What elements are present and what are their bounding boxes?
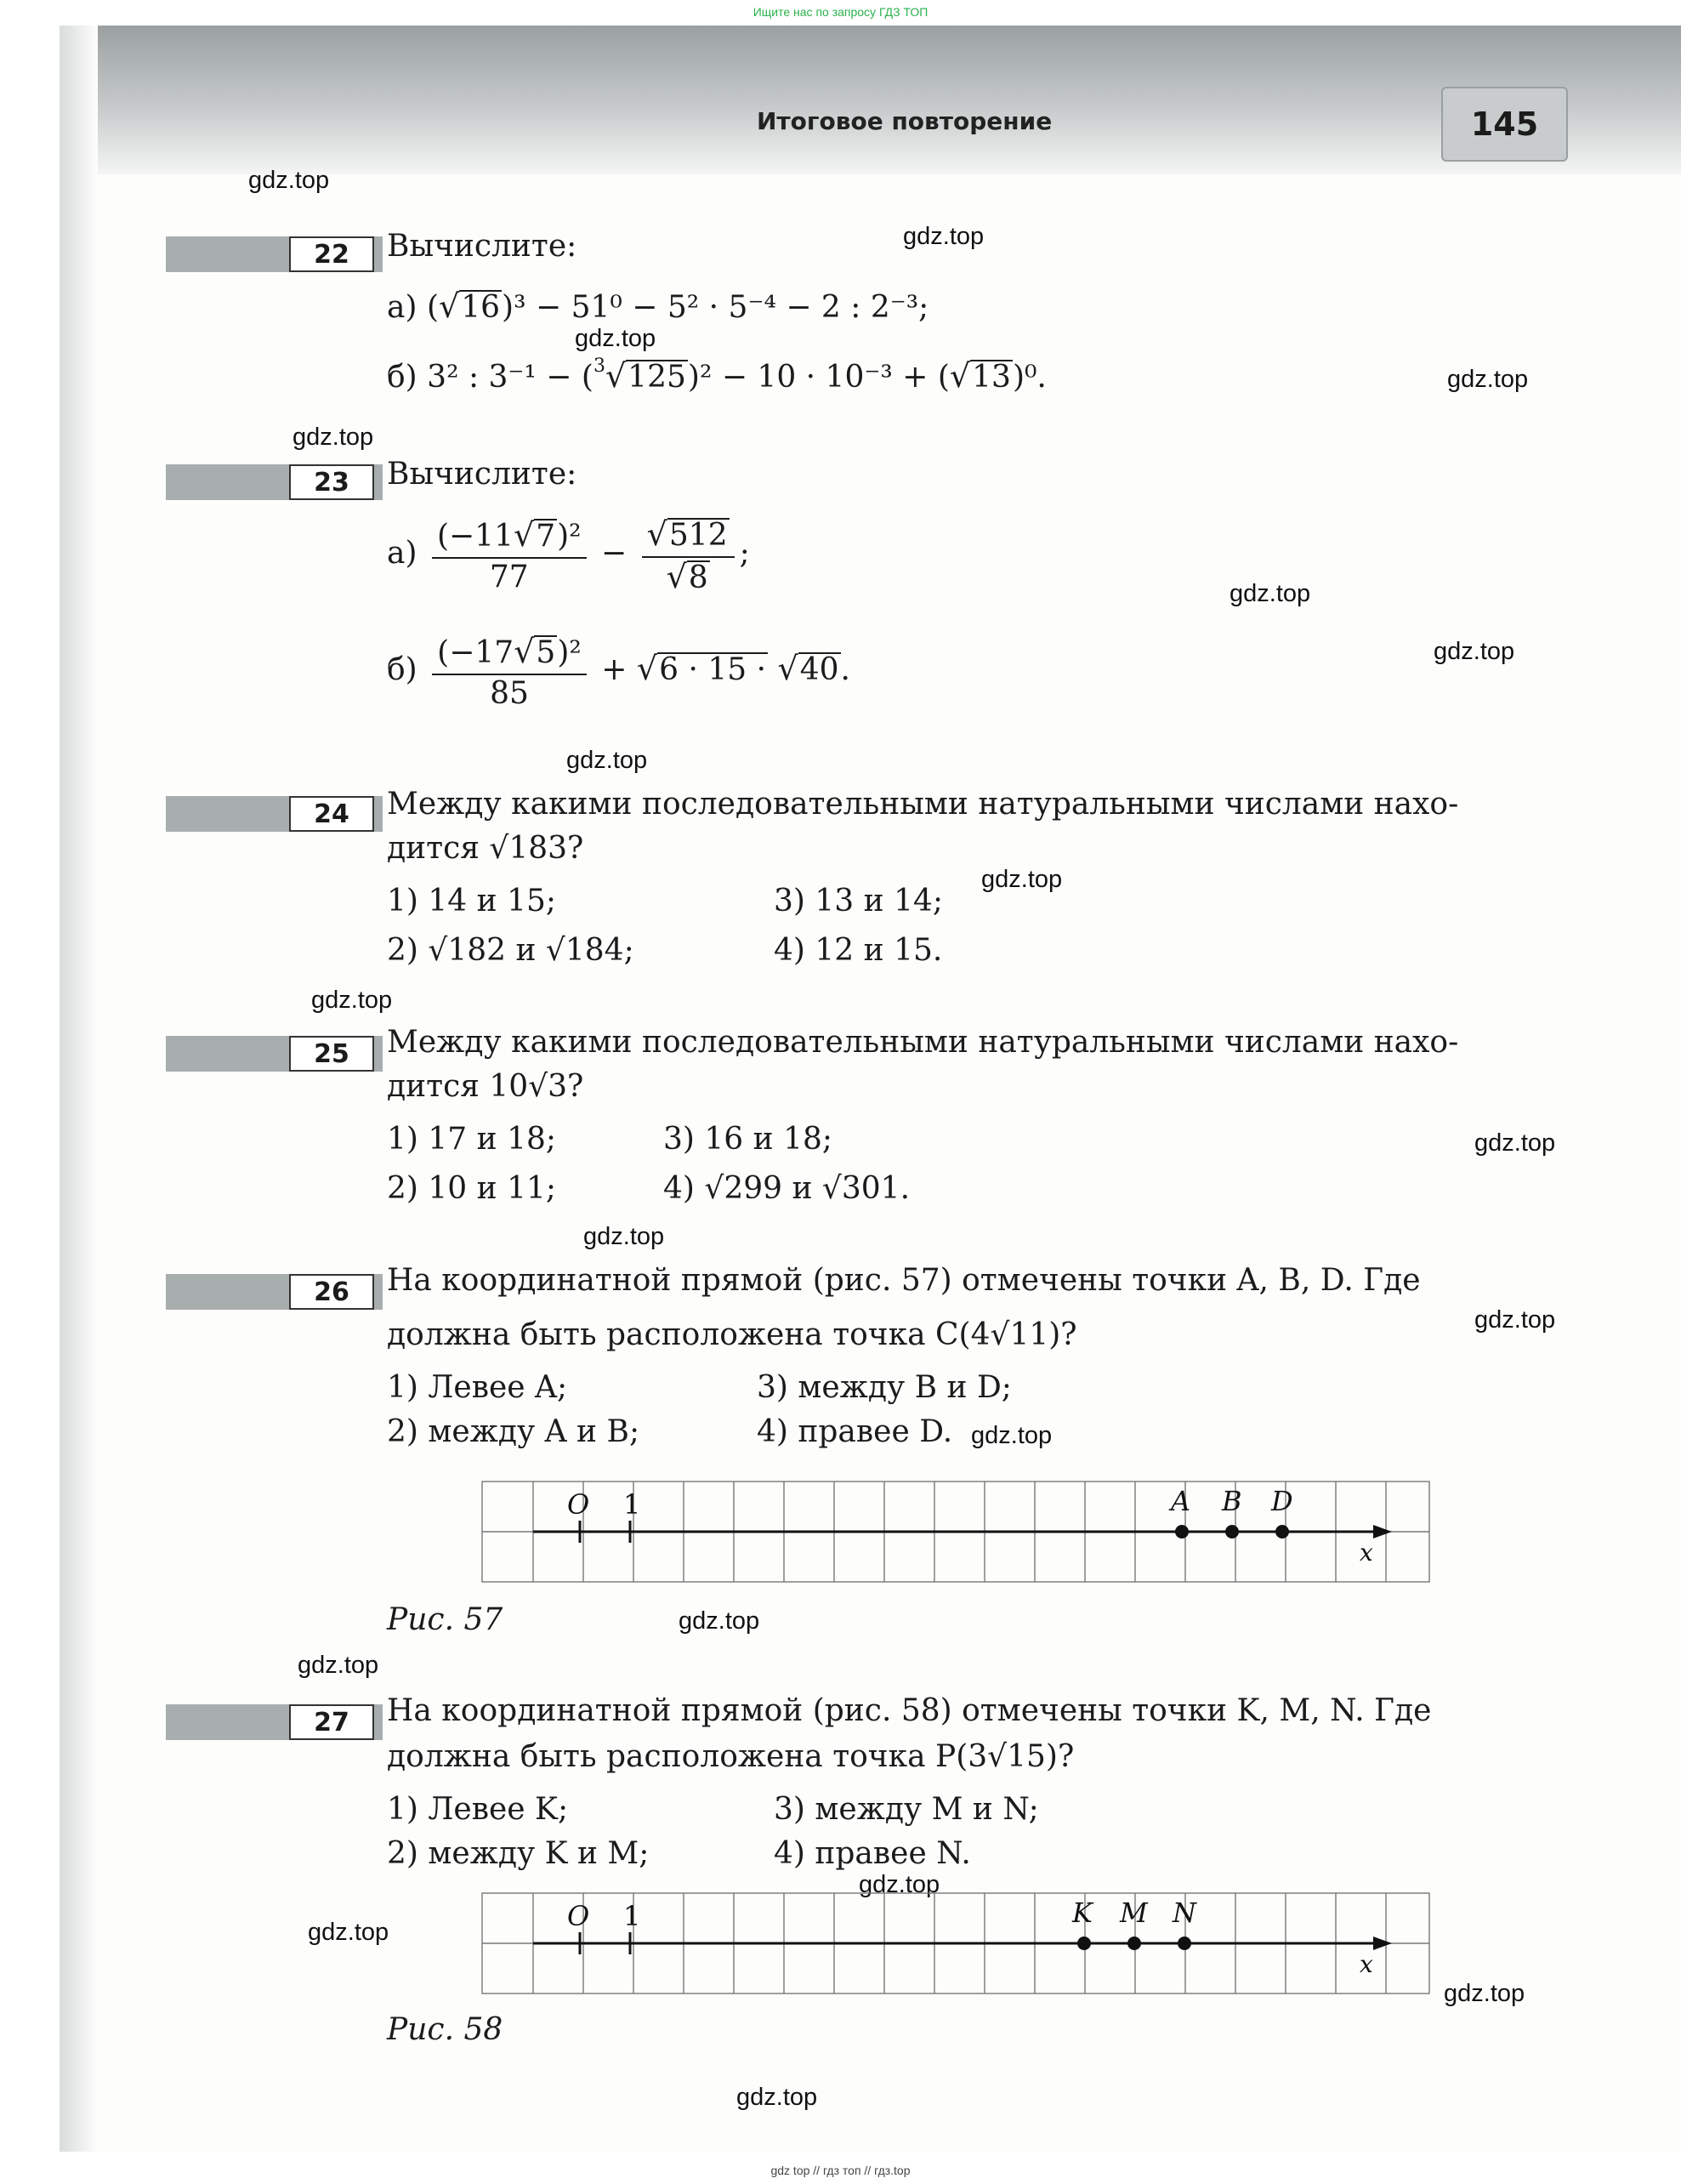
watermark: gdz.top [1230, 580, 1311, 607]
label-origin: O [567, 1488, 590, 1521]
task-27-text-1: На координатной прямой (рис. 58) отмечены точки K, M, N. Где [387, 1693, 1432, 1728]
expression: ³ − 51⁰ − 5² · 5⁻⁴ − 2 : 2⁻³; [514, 290, 929, 325]
label-b: B [1222, 1485, 1242, 1517]
answer-option: 4) правее N. [774, 1836, 971, 1871]
expression: ² − 10 · 10⁻³ + [699, 360, 938, 395]
label-n: N [1173, 1897, 1196, 1929]
task-26-text-2: должна быть расположена точка C(4√11)? [387, 1317, 1077, 1352]
answer-option: 2) между K и M; [387, 1836, 650, 1871]
point-n [1178, 1937, 1191, 1950]
label-one: 1 [623, 1900, 641, 1932]
axis-arrow [1373, 1937, 1392, 1950]
task-number: 27 [289, 1704, 374, 1740]
watermark: gdz.top [1447, 366, 1529, 393]
item-label: б) [387, 652, 417, 687]
answer-option: 4) 12 и 15. [774, 933, 943, 968]
item-label: б) 3² : 3⁻¹ − [387, 360, 582, 395]
task-23-b: б) $\frac{\text{(−17√5)²}}{85}$ + √6 · 15 · √40. [387, 633, 850, 711]
watermark: gdz.top [1434, 638, 1515, 665]
answer-option: 4) правее D. [757, 1414, 953, 1449]
watermark: gdz.top [736, 2084, 818, 2111]
watermark: gdz.top [679, 1607, 760, 1635]
watermark: gdz.top [292, 424, 374, 451]
label-a: A [1171, 1485, 1191, 1517]
task-22-b: б) 3² : 3⁻¹ − ($^3$√125)² − 10 · 10⁻³ + (√13)⁰. [387, 355, 1047, 395]
section-title: Итоговое повторение [757, 107, 1053, 135]
watermark: gdz.top [311, 987, 393, 1014]
figure-caption: Рис. 58 [387, 2012, 503, 2047]
page-number: 145 [1441, 87, 1568, 162]
answer-option: 2) √182 и √184; [387, 933, 634, 968]
task-24-text-2: дится √183? [387, 831, 584, 866]
point-b [1225, 1525, 1239, 1538]
task-number: 22 [289, 236, 374, 272]
task-25-text-2: дится 10√3? [387, 1069, 584, 1104]
watermark: gdz.top [308, 1919, 389, 1946]
watermark: gdz.top [1474, 1129, 1556, 1157]
answer-option: 1) 14 и 15; [387, 884, 557, 919]
watermark: gdz.top [981, 866, 1063, 893]
answer-option: 2) 10 и 11; [387, 1171, 557, 1206]
figure-58 [480, 1891, 1433, 1998]
axis-arrow [1373, 1525, 1392, 1538]
bottom-link[interactable]: gdz top // гдз топ // гдз.top [770, 2164, 911, 2177]
task-number: 24 [289, 796, 374, 832]
point-d [1275, 1525, 1289, 1538]
answer-option: 3) между M и N; [774, 1792, 1039, 1827]
watermark: gdz.top [298, 1652, 379, 1679]
watermark: gdz.top [1474, 1306, 1556, 1334]
label-d: D [1271, 1485, 1293, 1517]
watermark: gdz.top [903, 223, 985, 250]
task-number: 23 [289, 464, 374, 500]
answer-option: 4) √299 и √301. [663, 1171, 911, 1206]
expression-end: ⁰. [1024, 360, 1047, 395]
answer-option: 3) 16 и 18; [663, 1122, 833, 1157]
task-number: 26 [289, 1274, 374, 1310]
label-x: x [1360, 1950, 1373, 1978]
book-binding [60, 26, 98, 2152]
task-27-text-2: должна быть расположена точка P(3√15)? [387, 1739, 1075, 1774]
page [60, 26, 1681, 2152]
watermark: gdz.top [971, 1422, 1053, 1449]
answer-option: 3) 13 и 14; [774, 884, 944, 919]
header-band [60, 26, 1681, 174]
point-a [1175, 1525, 1189, 1538]
watermark: gdz.top [248, 167, 330, 194]
figure-caption: Рис. 57 [387, 1602, 503, 1637]
answer-option: 1) Левее K; [387, 1792, 569, 1827]
label-origin: O [567, 1900, 590, 1932]
answer-option: 3) между B и D; [757, 1370, 1012, 1405]
task-26-text-1: На координатной прямой (рис. 57) отмечены точки A, B, D. Где [387, 1263, 1421, 1298]
watermark: gdz.top [575, 325, 656, 352]
label-k: K [1072, 1897, 1093, 1929]
answer-option: 1) Левее A; [387, 1370, 568, 1405]
top-link[interactable]: Ищите нас по запросу ГДЗ ТОП [752, 5, 929, 19]
label-one: 1 [623, 1488, 641, 1521]
figure-57 [480, 1480, 1433, 1586]
watermark: gdz.top [1444, 1980, 1525, 2007]
task-23-title: Вычислите: [387, 457, 577, 492]
answer-option: 2) между A и B; [387, 1414, 640, 1449]
watermark: gdz.top [566, 747, 648, 774]
point-m [1127, 1937, 1141, 1950]
watermark: gdz.top [859, 1871, 940, 1898]
task-25-text-1: Между какими последовательными натуральными числами нахо- [387, 1025, 1459, 1060]
label-x: x [1360, 1538, 1373, 1567]
label-m: M [1120, 1897, 1148, 1929]
task-22-a: а) (√16)³ − 51⁰ − 5² · 5⁻⁴ − 2 : 2⁻³; [387, 287, 929, 325]
task-number: 25 [289, 1036, 374, 1072]
item-label: а) [387, 536, 417, 571]
task-24-text-1: Между какими последовательными натуральными числами нахо- [387, 787, 1459, 822]
watermark: gdz.top [583, 1223, 665, 1250]
item-label: а) [387, 290, 417, 325]
point-k [1077, 1937, 1091, 1950]
answer-option: 1) 17 и 18; [387, 1122, 557, 1157]
task-22-title: Вычислите: [387, 229, 577, 264]
task-23-a: а) $\frac{\text{(−11√7)²}}{77}$ − $\frac{√512}{√8}$ ; [387, 515, 750, 595]
